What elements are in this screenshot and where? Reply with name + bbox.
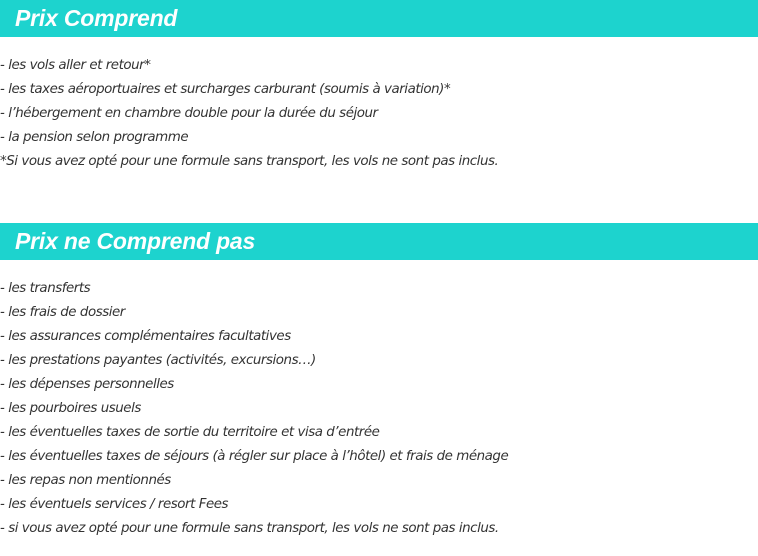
list-item: - les prestations payantes (activités, excursions…) bbox=[0, 353, 316, 368]
list-item: - les frais de dossier bbox=[0, 305, 125, 320]
included-title: Prix Comprend bbox=[15, 5, 178, 31]
included-list bbox=[0, 54, 758, 174]
excluded-title: Prix ne Comprend pas bbox=[15, 228, 256, 254]
list-item: - les pourboires usuels bbox=[0, 401, 141, 416]
list-item: - si vous avez opté pour une formule sans transport, les vols ne sont pas inclus. bbox=[0, 521, 499, 536]
excluded-section bbox=[0, 223, 758, 541]
list-item: - la pension selon programme bbox=[0, 130, 189, 145]
list-item: - les dépenses personnelles bbox=[0, 377, 174, 392]
included-section bbox=[0, 0, 758, 174]
list-item: - les vols aller et retour* bbox=[0, 58, 151, 73]
list-item: *Si vous avez opté pour une formule sans transport, les vols ne sont pas inclus. bbox=[0, 154, 499, 169]
excluded-list bbox=[0, 277, 758, 541]
included-header bbox=[0, 0, 758, 37]
excluded-header bbox=[0, 223, 758, 260]
list-item: - les éventuelles taxes de sortie du territoire et visa d’entrée bbox=[0, 425, 380, 440]
list-item: - les repas non mentionnés bbox=[0, 473, 171, 488]
list-item: - les taxes aéroportuaires et surcharges carburant (soumis à variation)* bbox=[0, 82, 451, 97]
list-item: - l’hébergement en chambre double pour la durée du séjour bbox=[0, 106, 378, 121]
list-item: - les transferts bbox=[0, 281, 91, 296]
list-item: - les assurances complémentaires facultatives bbox=[0, 329, 291, 344]
list-item: - les éventuels services / resort Fees bbox=[0, 497, 229, 512]
list-item: - les éventuelles taxes de séjours (à régler sur place à l’hôtel) et frais de ménage bbox=[0, 449, 509, 464]
